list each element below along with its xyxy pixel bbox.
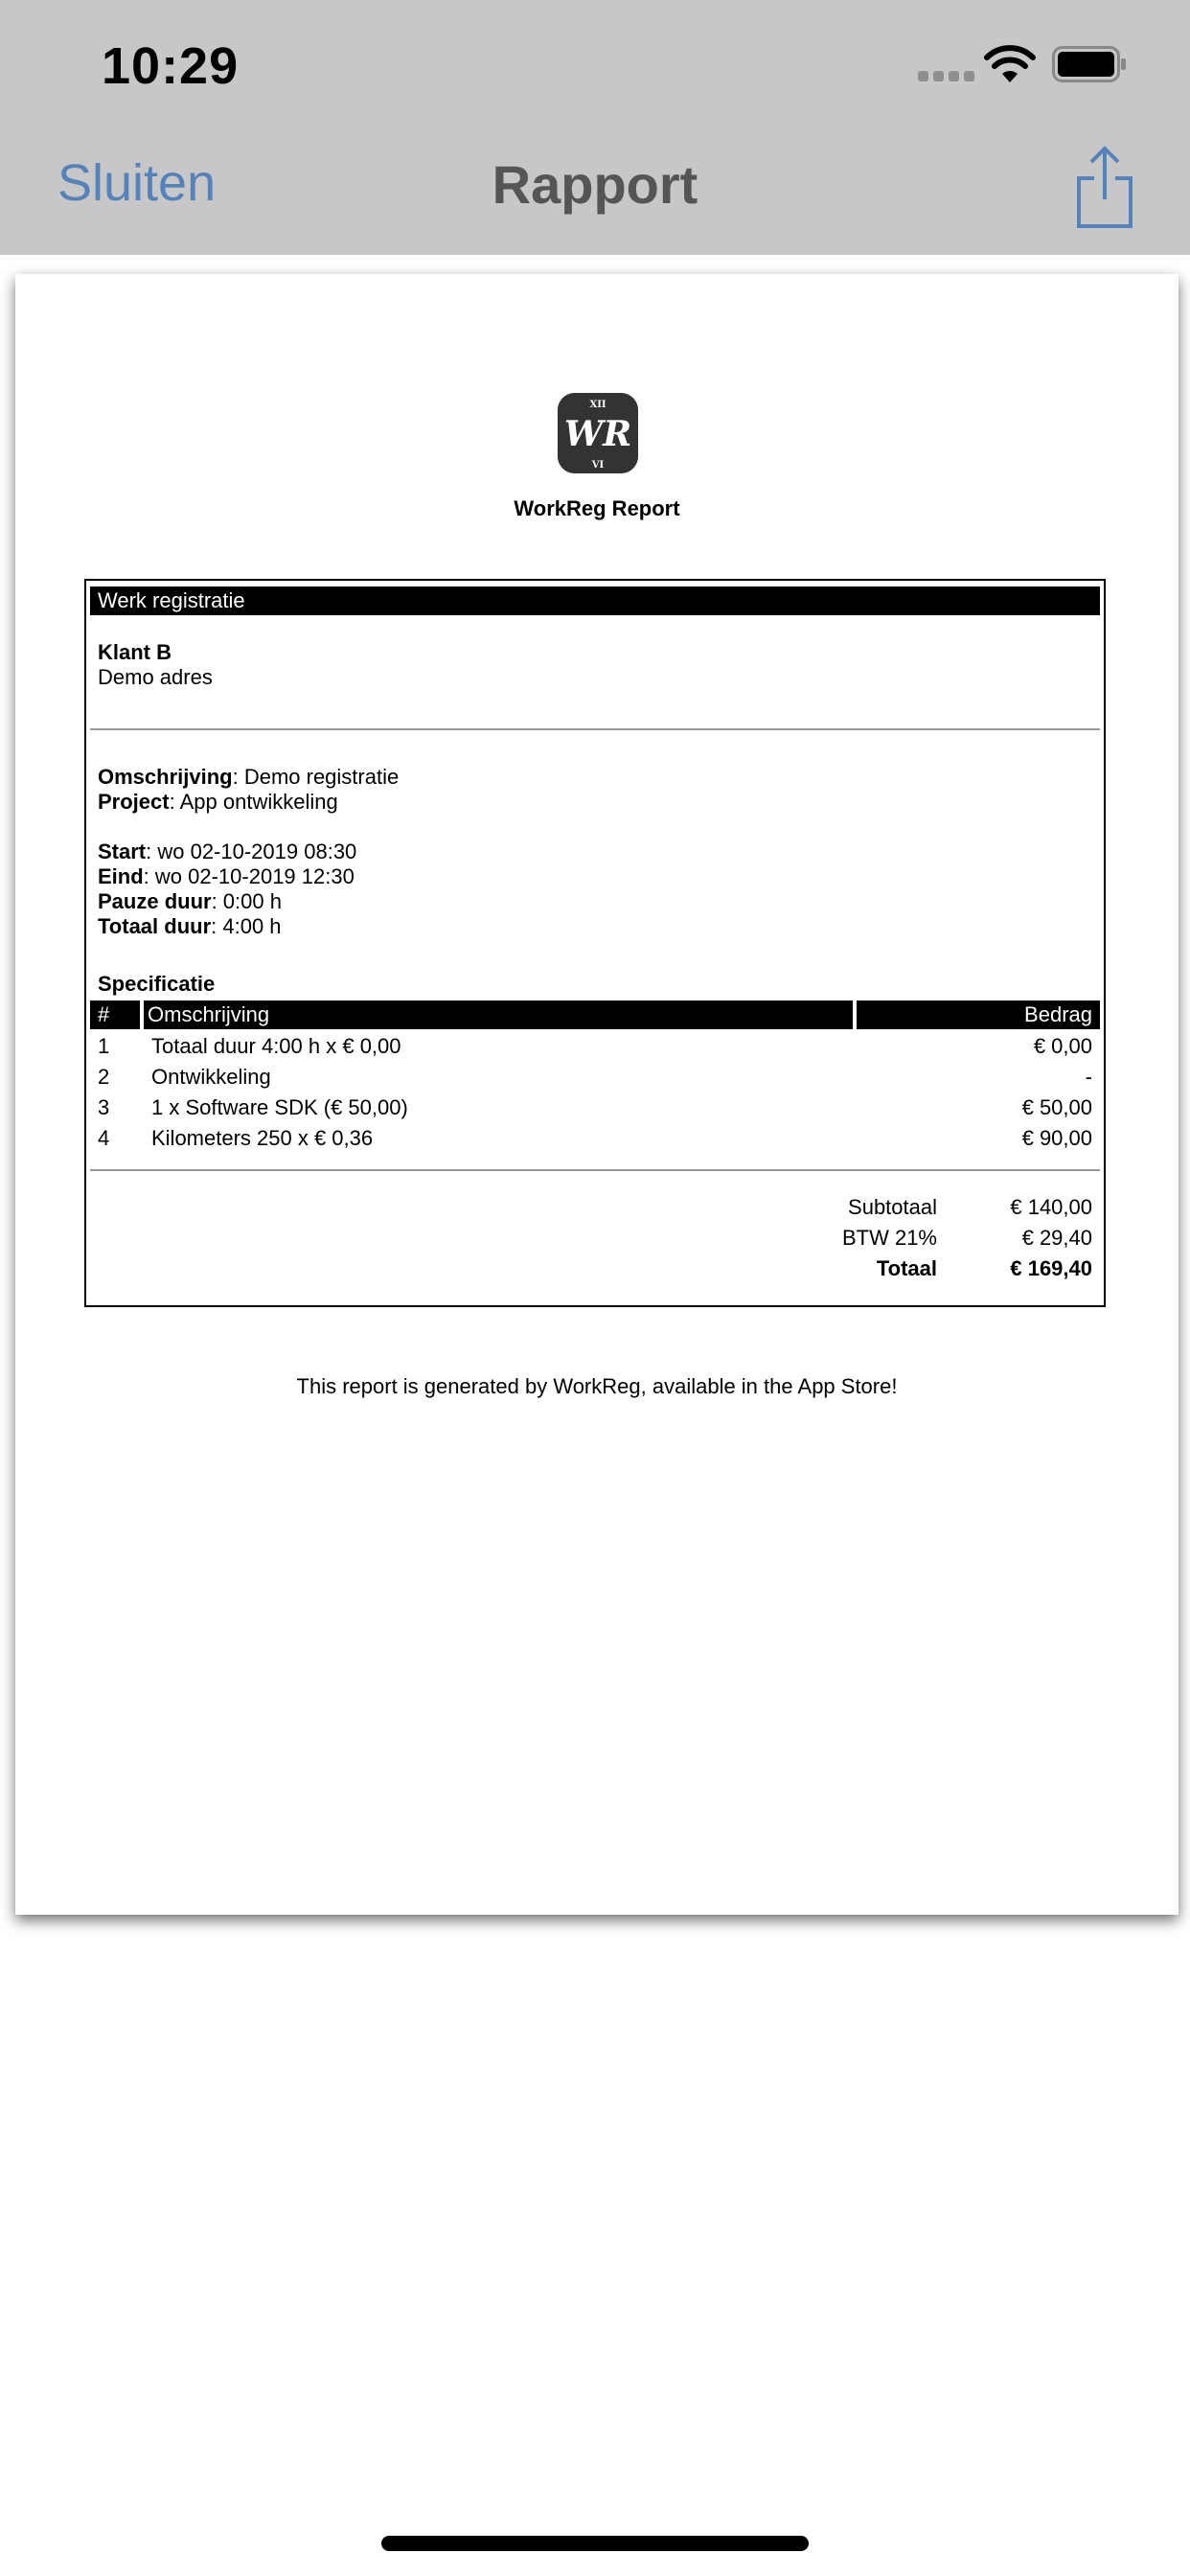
share-icon[interactable] xyxy=(1073,146,1136,230)
total-value: € 29,40 xyxy=(1021,1226,1092,1250)
column-header-description: Omschrijving xyxy=(144,1000,853,1029)
total-label: Totaal xyxy=(876,1256,937,1280)
table-row: 2 Ontwikkeling - xyxy=(98,1065,1092,1089)
page-title: Rapport xyxy=(492,154,698,215)
total-value: € 140,00 xyxy=(1010,1195,1092,1219)
column-header-amount: Bedrag xyxy=(857,1000,1100,1029)
workreg-logo-icon xyxy=(558,393,638,473)
total-value: € 169,40 xyxy=(1010,1256,1092,1280)
total-label: BTW 21% xyxy=(841,1226,937,1250)
field-end: Eind: wo 02-10-2019 12:30 xyxy=(98,864,355,888)
total-row xyxy=(90,1192,1100,1223)
client-address: Demo adres xyxy=(98,665,213,689)
table-row: 4 Kilometers 250 x € 0,36 € 90,00 xyxy=(98,1126,1092,1150)
total-row xyxy=(90,1254,1100,1284)
report-page[interactable] xyxy=(15,274,1179,1915)
totals-area xyxy=(84,579,1106,1129)
table-row: 1 Totaal duur 4:00 h x € 0,00 € 0,00 xyxy=(98,1034,1092,1058)
home-indicator[interactable] xyxy=(381,2536,809,2551)
close-button[interactable]: Sluiten xyxy=(57,154,217,212)
total-row xyxy=(90,1223,1100,1254)
field-total: Totaal duur: 4:00 h xyxy=(98,914,282,938)
field-project: Project: App ontwikkeling xyxy=(98,790,338,814)
column-header-num: # xyxy=(90,1000,140,1029)
navigation-bar xyxy=(0,0,1190,255)
client-name: Klant B xyxy=(98,640,172,664)
field-description: Omschrijving: Demo registratie xyxy=(98,765,400,789)
table-row: 3 1 x Software SDK (€ 50,00) € 50,00 xyxy=(98,1095,1092,1119)
divider xyxy=(90,1169,1100,1171)
report-footer: This report is generated by WorkReg, available in the App Store! xyxy=(296,1374,898,1398)
field-pause: Pauze duur: 0:00 h xyxy=(98,889,282,913)
field-start: Start: wo 02-10-2019 08:30 xyxy=(98,840,357,863)
report-title: WorkReg Report xyxy=(514,496,680,520)
battery-icon xyxy=(1052,46,1127,82)
total-label: Subtotaal xyxy=(848,1195,937,1219)
status-time: 10:29 xyxy=(102,37,240,95)
section-header: Werk registratie xyxy=(90,586,1100,615)
spec-title: Specificatie xyxy=(98,972,216,996)
svg-text:WR: WR xyxy=(563,414,632,454)
svg-text:XII: XII xyxy=(589,400,606,410)
cellular-signal-icon xyxy=(918,71,974,81)
wifi-icon xyxy=(983,44,1037,84)
svg-text:VI: VI xyxy=(591,460,605,471)
